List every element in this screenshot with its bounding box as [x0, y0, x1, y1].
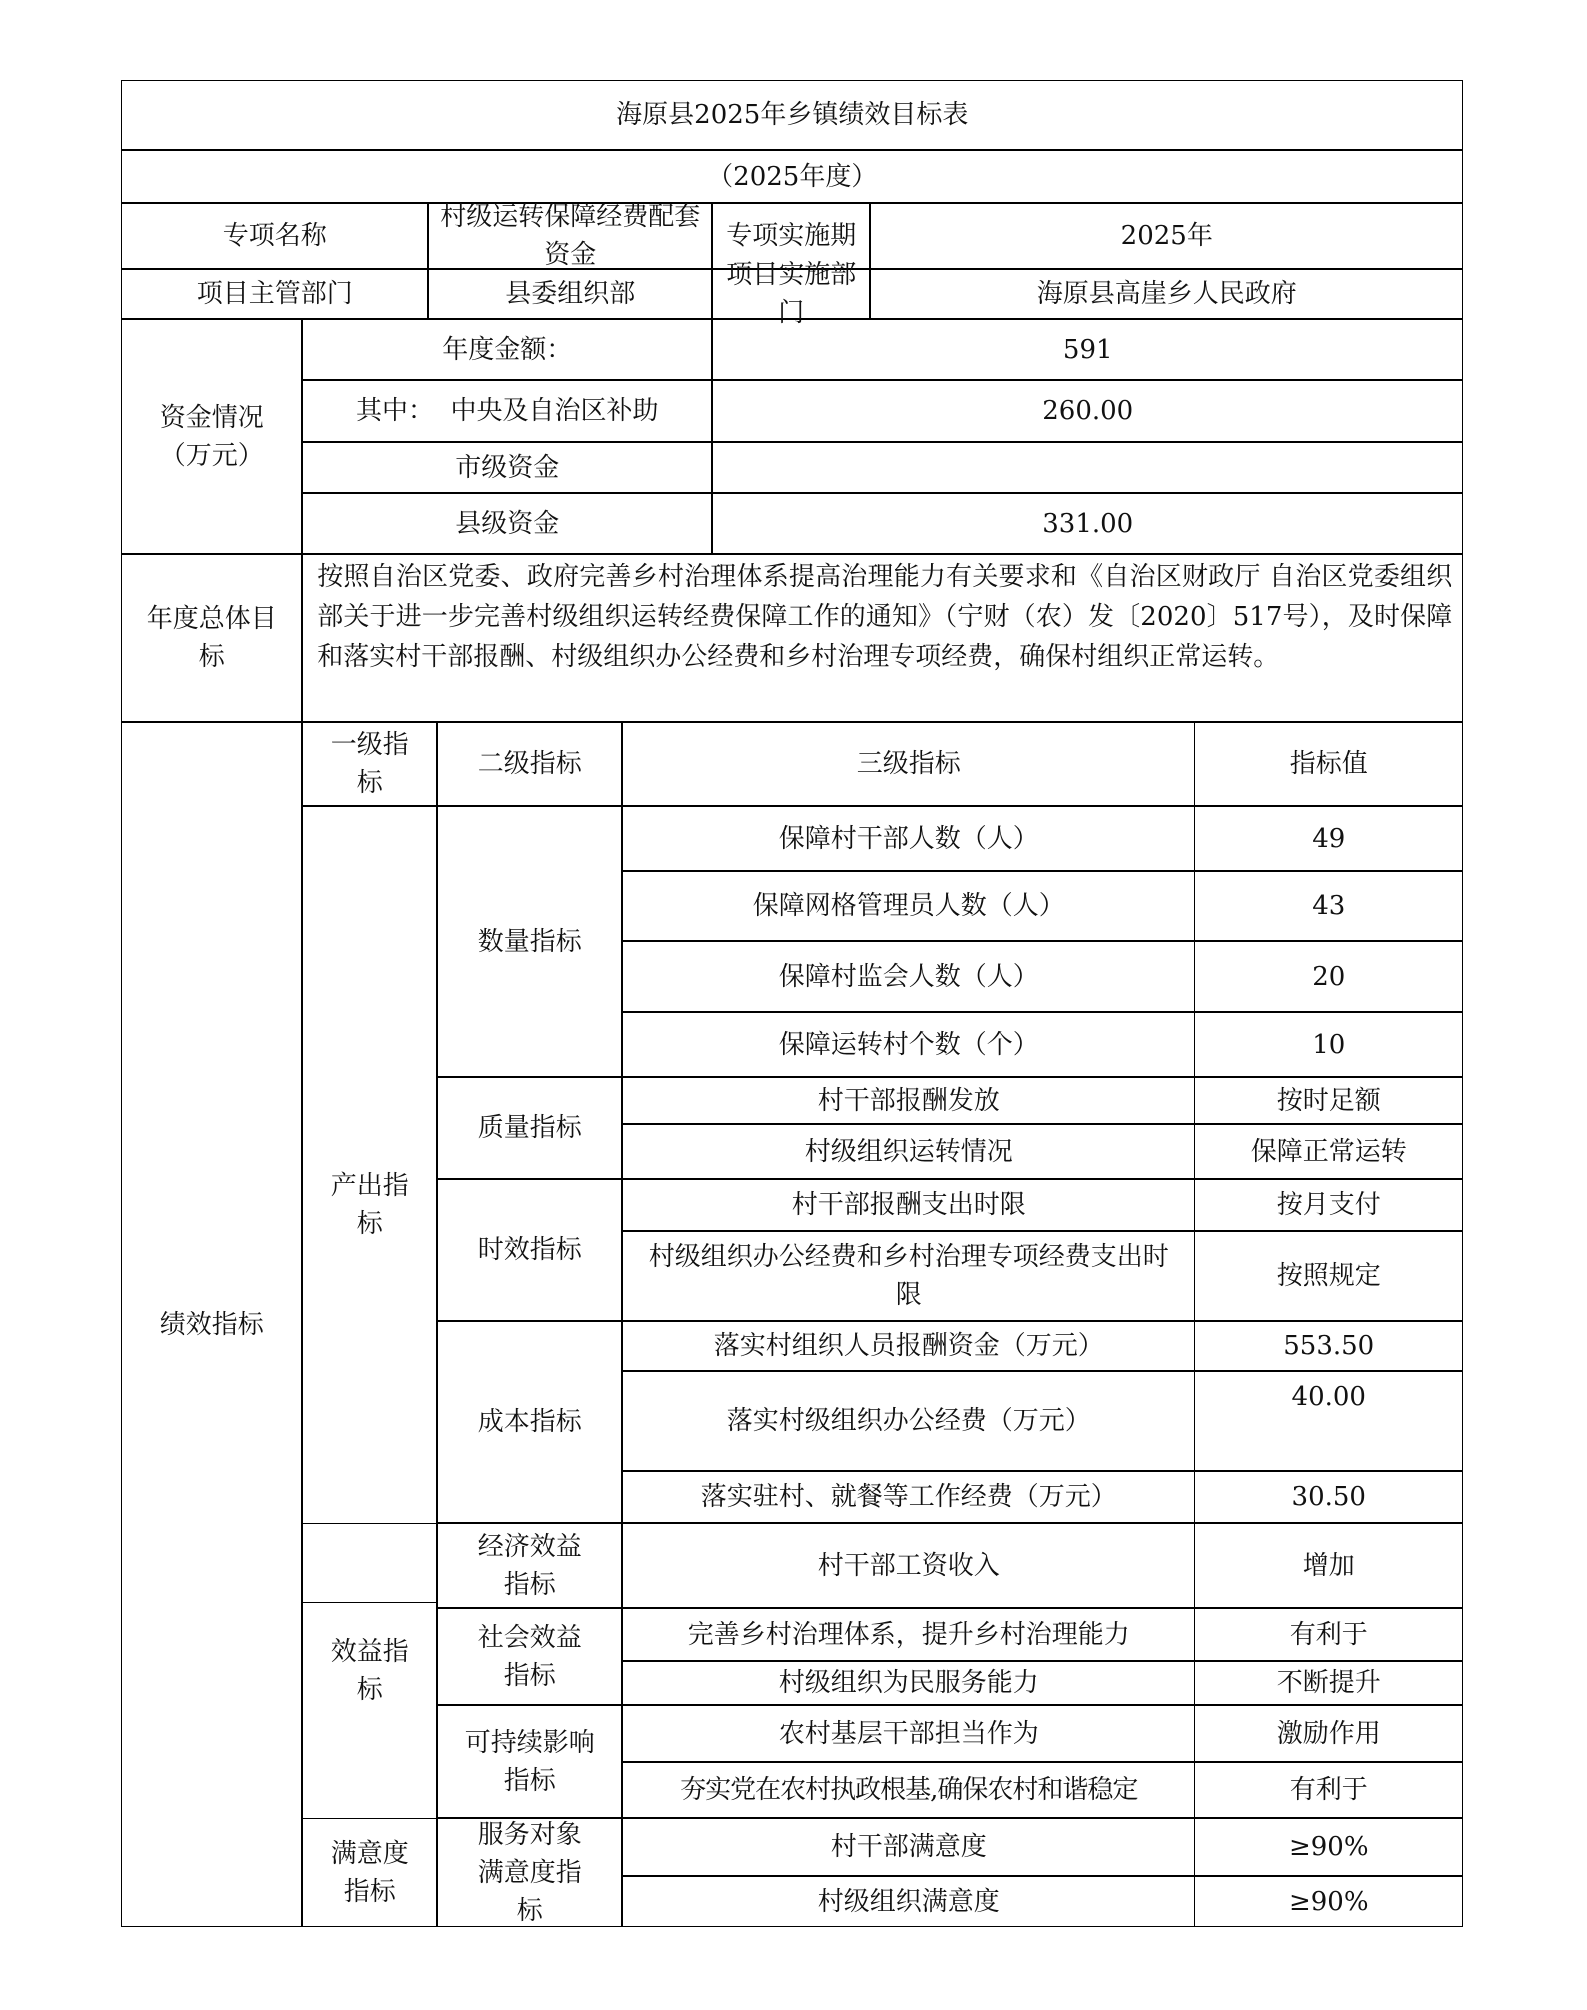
value-text: 不断提升	[1276, 1668, 1381, 1699]
header-text: 一级指标	[330, 730, 409, 799]
value-text: 40.00	[1291, 1382, 1366, 1413]
value-text: 县委组织部	[505, 279, 636, 310]
level1-text: 满意度指标	[330, 1838, 409, 1907]
funding-row-label	[302, 319, 712, 380]
value-cell	[1194, 941, 1463, 1012]
project-name-value	[428, 203, 712, 269]
value-cell	[1194, 1523, 1463, 1608]
level2-economic	[437, 1523, 622, 1608]
level3-text: 落实村级组织办公经费（万元）	[726, 1406, 1091, 1437]
level3-cell	[622, 1471, 1195, 1523]
level3-cell	[622, 1762, 1195, 1818]
level1-output	[302, 806, 437, 1603]
header-value	[1194, 722, 1463, 806]
level2-text: 可持续影响指标	[464, 1727, 595, 1796]
value-text: 激励作用	[1276, 1718, 1381, 1749]
level3-cell	[622, 871, 1195, 941]
level3-text: 农村基层干部担当作为	[778, 1718, 1039, 1749]
value-text: 591	[1062, 334, 1113, 365]
header-level1	[302, 722, 437, 806]
level3-cell	[622, 1705, 1195, 1762]
value-cell	[1194, 1321, 1463, 1371]
level3-text: 村级组织为民服务能力	[778, 1668, 1039, 1699]
level3-text: 村级组织满意度	[817, 1886, 1000, 1917]
level1-text: 效益指标	[330, 1637, 409, 1706]
funding-row-label	[302, 380, 712, 442]
header-level2	[437, 722, 622, 806]
level3-text: 村干部工资收入	[817, 1550, 1000, 1581]
value-text: 增加	[1302, 1550, 1355, 1581]
level2-service-satisfaction	[437, 1818, 622, 1927]
funding-row-value	[712, 380, 1463, 442]
level3-text: 夯实党在农村执政根基,确保农村和谐稳定	[680, 1775, 1138, 1806]
level3-cell	[622, 806, 1195, 871]
level2-sustainable	[437, 1705, 622, 1818]
label-text: 项目主管部门	[196, 279, 353, 310]
funding-row-value	[712, 319, 1463, 380]
level3-cell	[622, 1231, 1195, 1321]
level2-text: 经济效益指标	[477, 1531, 582, 1600]
funding-row-value	[712, 442, 1463, 493]
label-text: 年度总体目标	[146, 604, 277, 673]
value-cell	[1194, 806, 1463, 871]
value-text: 有利于	[1289, 1619, 1368, 1650]
level3-cell	[622, 1321, 1195, 1371]
header-text: 指标值	[1289, 749, 1368, 780]
header-level3	[622, 722, 1195, 806]
level3-text: 村干部报酬支出时限	[791, 1190, 1026, 1221]
value-text: 村级运转保障经费配套资金	[440, 202, 701, 271]
level2-timeliness	[437, 1179, 622, 1321]
level3-cell	[622, 1876, 1195, 1927]
value-text: 保障正常运转	[1250, 1136, 1407, 1167]
label-text: 绩效指标	[159, 1309, 264, 1340]
level3-text: 保障网格管理员人数（人）	[752, 891, 1065, 922]
value-text: 10	[1312, 1029, 1346, 1060]
level3-cell	[622, 1124, 1195, 1179]
label-text: 其中： 中央及自治区补助	[355, 396, 659, 427]
value-text: 553.50	[1283, 1331, 1375, 1362]
value-cell	[1194, 1608, 1463, 1661]
value-cell	[1194, 1012, 1463, 1077]
level3-text: 村干部满意度	[830, 1832, 987, 1863]
year-label	[121, 150, 1463, 203]
goal-text	[302, 554, 1463, 722]
year-text: （2025年度）	[707, 161, 878, 192]
value-cell	[1194, 1818, 1463, 1876]
performance-target-table	[122, 81, 1464, 1928]
value-cell	[1194, 1077, 1463, 1124]
value-text: ≥90%	[1288, 1886, 1369, 1917]
level3-text: 村干部报酬发放	[817, 1085, 1000, 1116]
level2-quality	[437, 1077, 622, 1179]
level3-text: 落实村组织人员报酬资金（万元）	[713, 1331, 1104, 1362]
value-text: 2025年	[1120, 221, 1213, 252]
level2-text: 数量指标	[477, 926, 582, 957]
level1-text: 产出指标	[330, 1170, 409, 1239]
label-text: 专项名称	[222, 221, 327, 252]
value-cell	[1194, 1661, 1463, 1705]
value-text: 49	[1312, 823, 1346, 854]
label-text: 项目实施部门	[726, 260, 857, 329]
funding-row-value	[712, 493, 1463, 554]
value-text: 43	[1312, 891, 1346, 922]
level3-cell	[622, 1371, 1195, 1471]
value-cell	[1194, 1471, 1463, 1523]
header-text: 二级指标	[477, 749, 582, 780]
impl-dept-value	[870, 269, 1463, 319]
level1-satisfaction	[302, 1818, 437, 1927]
level2-text: 服务对象满意度指标	[477, 1819, 582, 1926]
level3-cell	[622, 1608, 1195, 1661]
funding-row-label	[302, 442, 712, 493]
value-text: ≥90%	[1288, 1832, 1369, 1863]
level3-cell	[622, 1179, 1195, 1231]
level3-cell	[622, 1077, 1195, 1124]
level3-cell	[622, 1523, 1195, 1608]
indicators-label	[121, 722, 302, 1927]
level2-text: 社会效益指标	[477, 1622, 582, 1691]
dept-value	[428, 269, 712, 319]
level3-text: 保障运转村个数（个）	[778, 1029, 1039, 1060]
label-text: 年度金额：	[442, 334, 573, 365]
goal-label	[121, 554, 302, 722]
level3-text: 村级组织办公经费和乡村治理专项经费支出时限	[648, 1242, 1169, 1311]
label-text: 资金情况（万元）	[159, 402, 264, 471]
level3-cell	[622, 941, 1195, 1012]
level3-text: 完善乡村治理体系，提升乡村治理能力	[687, 1619, 1130, 1650]
level2-quantity	[437, 806, 622, 1077]
value-text: 20	[1312, 961, 1346, 992]
goal-paragraph: 按照自治区党委、政府完善乡村治理体系提高治理能力有关要求和《自治区财政厅 自治区党委组织部关于进一步完善村级组织运转经费保障工作的通知》（宁财（农）发〔2020〕517号），及时保障和落实村干部报酬、村级组织办公经费和乡村治理专项经费，确保村组织正常运转。	[317, 562, 1453, 673]
level2-text: 质量指标	[477, 1113, 582, 1144]
level2-text: 成本指标	[477, 1407, 582, 1438]
level2-social	[437, 1608, 622, 1705]
value-text: 30.50	[1291, 1482, 1366, 1513]
impl-dept-label	[712, 260, 870, 329]
level1-benefit	[302, 1523, 437, 1819]
level3-text: 村级组织运转情况	[804, 1136, 1013, 1167]
level2-cost	[437, 1321, 622, 1523]
level3-cell	[622, 1661, 1195, 1705]
level3-cell	[622, 1818, 1195, 1876]
level3-cell	[622, 1012, 1195, 1077]
value-text: 海原县高崖乡人民政府	[1036, 279, 1297, 310]
level3-text: 保障村干部人数（人）	[778, 823, 1039, 854]
value-text: 按照规定	[1276, 1261, 1381, 1292]
label-text: 市级资金	[455, 452, 560, 483]
value-text: 331.00	[1042, 508, 1134, 539]
value-text: 按时足额	[1276, 1085, 1381, 1116]
table-title	[121, 80, 1463, 150]
value-cell	[1194, 1762, 1463, 1818]
level2-text: 时效指标	[477, 1235, 582, 1266]
dept-label	[121, 269, 428, 319]
value-cell	[1194, 1124, 1463, 1179]
period-value	[870, 203, 1463, 269]
value-cell	[1194, 1231, 1463, 1321]
value-text: 260.00	[1042, 396, 1134, 427]
title-text: 海原县2025年乡镇绩效目标表	[616, 100, 969, 131]
funding-label	[121, 319, 302, 554]
project-name-label	[121, 203, 428, 269]
funding-row-label	[302, 493, 712, 554]
value-cell	[1194, 1179, 1463, 1231]
level3-text: 落实驻村、就餐等工作经费（万元）	[700, 1482, 1117, 1513]
label-text: 专项实施期	[726, 221, 857, 252]
value-cell	[1194, 1876, 1463, 1927]
value-text: 有利于	[1289, 1775, 1368, 1806]
level3-text: 保障村监会人数（人）	[778, 961, 1039, 992]
value-cell	[1194, 871, 1463, 941]
value-cell	[1194, 1371, 1463, 1471]
value-cell	[1194, 1705, 1463, 1762]
header-text: 三级指标	[856, 749, 961, 780]
label-text: 县级资金	[455, 508, 560, 539]
value-text: 按月支付	[1276, 1190, 1381, 1221]
